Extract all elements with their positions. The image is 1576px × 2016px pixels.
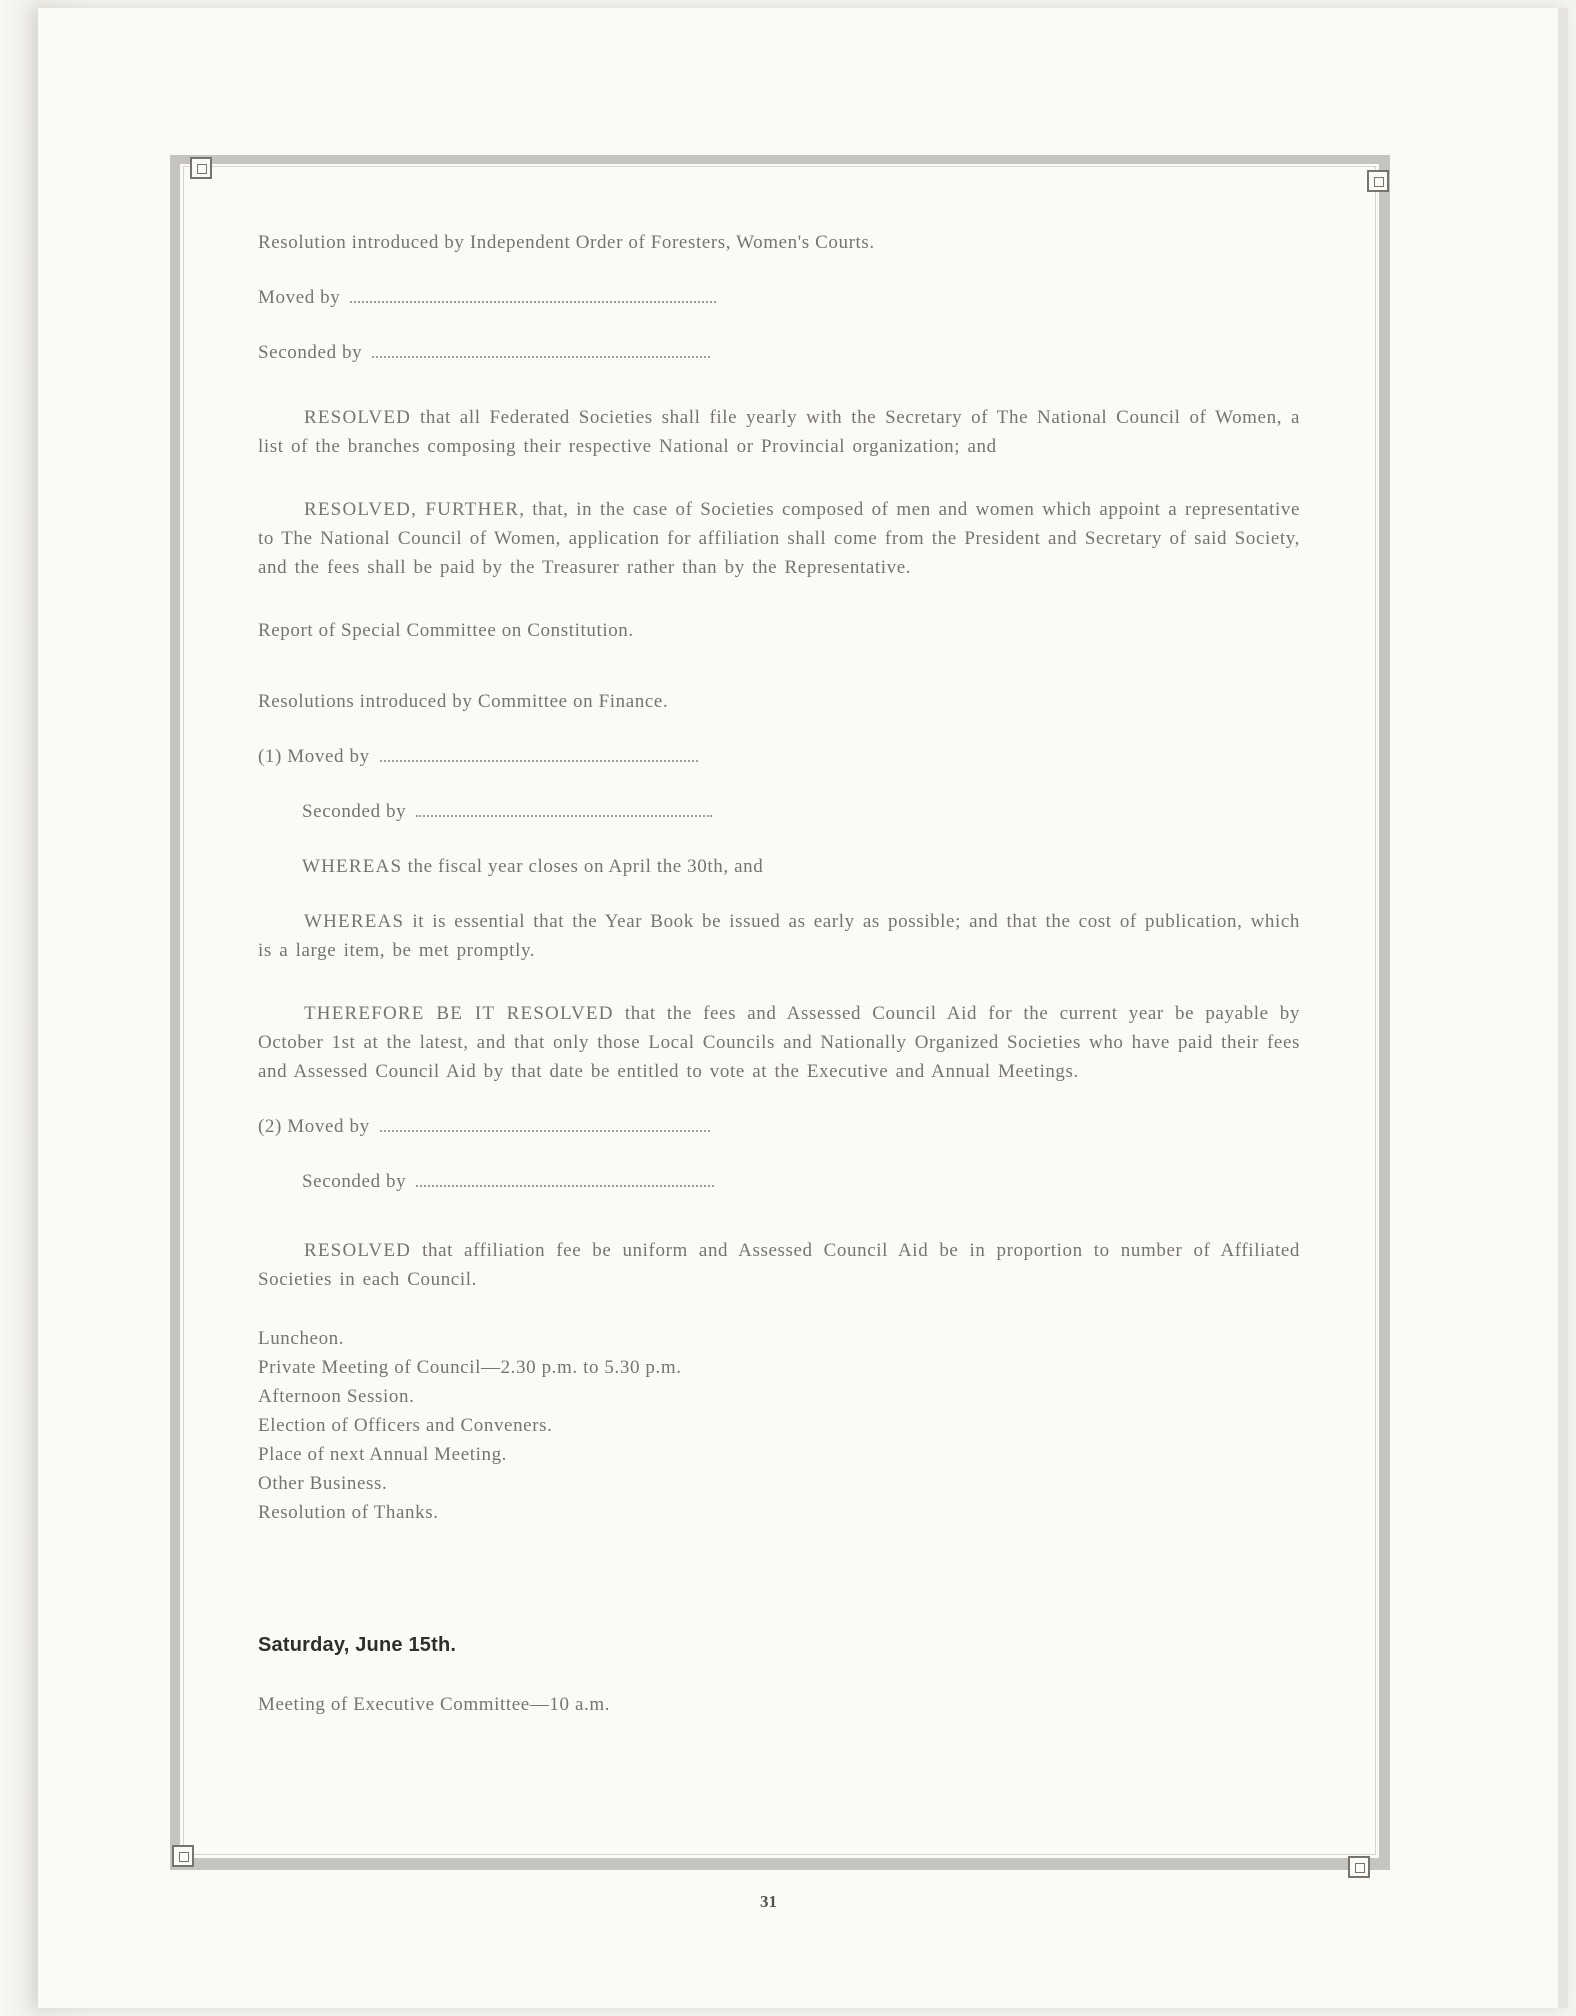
- moved-by-label: Moved by: [258, 287, 341, 308]
- signature-blank: [380, 1130, 710, 1132]
- day-item: Meeting of Executive Committee—10 a.m.: [258, 1694, 611, 1715]
- resolution-text: that affiliation fee be uniform and Assessed Council Aid be in proportion to number of Affiliated Societies in each Council.: [258, 1240, 1300, 1290]
- signature-blank: [416, 815, 712, 817]
- schedule-item: Afternoon Session.: [258, 1386, 415, 1407]
- moved-by-label: (1) Moved by: [258, 746, 370, 767]
- afternoon-schedule: [258, 1324, 1300, 1527]
- seconded-by-label: Seconded by: [302, 1171, 407, 1192]
- schedule-item: Election of Officers and Conveners.: [258, 1415, 553, 1436]
- finance-intro: Resolutions introduced by Committee on Finance.: [258, 691, 669, 712]
- resolution-paragraph: [258, 1236, 1300, 1294]
- whereas-lead: WHEREAS: [304, 911, 405, 932]
- moved-by-label: (2) Moved by: [258, 1116, 370, 1137]
- schedule-item: Other Business.: [258, 1473, 388, 1494]
- therefore-paragraph: [258, 999, 1300, 1086]
- corner-ornament-icon: [1367, 170, 1389, 192]
- therefore-lead: THEREFORE BE IT RESOLVED: [304, 1003, 614, 1024]
- schedule-item: Luncheon.: [258, 1328, 345, 1349]
- seconded-by-label: Seconded by: [258, 342, 363, 363]
- moved-by-line: [258, 742, 1300, 771]
- schedule-item: Resolution of Thanks.: [258, 1502, 439, 1523]
- resolution-intro: Resolution introduced by Independent Order of Foresters, Women's Courts.: [258, 232, 875, 253]
- schedule-item: Private Meeting of Council—2.30 p.m. to 5.30 p.m.: [258, 1357, 682, 1378]
- day-heading: Saturday, June 15th.: [258, 1634, 457, 1656]
- resolution-lead: RESOLVED, FURTHER: [304, 499, 520, 520]
- whereas-lead: WHEREAS: [302, 856, 403, 877]
- whereas-text: the fiscal year closes on April the 30th, and: [402, 856, 764, 877]
- seconded-by-line: [258, 338, 1300, 367]
- resolution-paragraph: [258, 403, 1300, 461]
- whereas-paragraph: [258, 852, 1300, 881]
- resolution-text: that all Federated Societies shall file yearly with the Secretary of The National Council of Women, a list of the branches composing their respective National or Provincial organization; and: [258, 407, 1300, 457]
- signature-blank: [416, 1185, 714, 1187]
- page-body: [258, 228, 1300, 1719]
- corner-ornament-icon: [1348, 1856, 1370, 1878]
- signature-blank: [380, 760, 698, 762]
- resolution-paragraph: [258, 495, 1300, 582]
- report-line: Report of Special Committee on Constitution.: [258, 620, 634, 641]
- whereas-text: it is essential that the Year Book be issued as early as possible; and that the cost of publication, which is a large item, be met promptly.: [258, 911, 1300, 961]
- seconded-by-label: Seconded by: [302, 801, 407, 822]
- resolution-lead: RESOLVED: [304, 1240, 412, 1261]
- schedule-item: Place of next Annual Meeting.: [258, 1444, 508, 1465]
- corner-ornament-icon: [190, 157, 212, 179]
- moved-by-line: [258, 283, 1300, 312]
- whereas-paragraph: [258, 907, 1300, 965]
- signature-blank: [372, 356, 710, 358]
- corner-ornament-icon: [172, 1845, 194, 1867]
- therefore-text: that the fees and Assessed Council Aid for the current year be payable by October 1st at the latest, and that only those Local Councils and Nationally Organized Societies who have paid their fees and Assessed Council Aid by that date be entitled to vote at the Executive and Annual Meetings.: [258, 1003, 1300, 1082]
- signature-blank: [350, 301, 716, 303]
- resolution-lead: RESOLVED: [304, 407, 412, 428]
- moved-by-line: [258, 1112, 1300, 1141]
- seconded-by-line: [258, 797, 1300, 826]
- page-number: 31: [760, 1892, 777, 1911]
- resolution-text: , that, in the case of Societies composed of men and women which appoint a representative to The National Council of Women, application for affiliation shall come from the President and Secretary of said Society, and the fees shall be paid by the Treasurer rather than by the Representative.: [258, 499, 1300, 578]
- seconded-by-line: [258, 1167, 1300, 1196]
